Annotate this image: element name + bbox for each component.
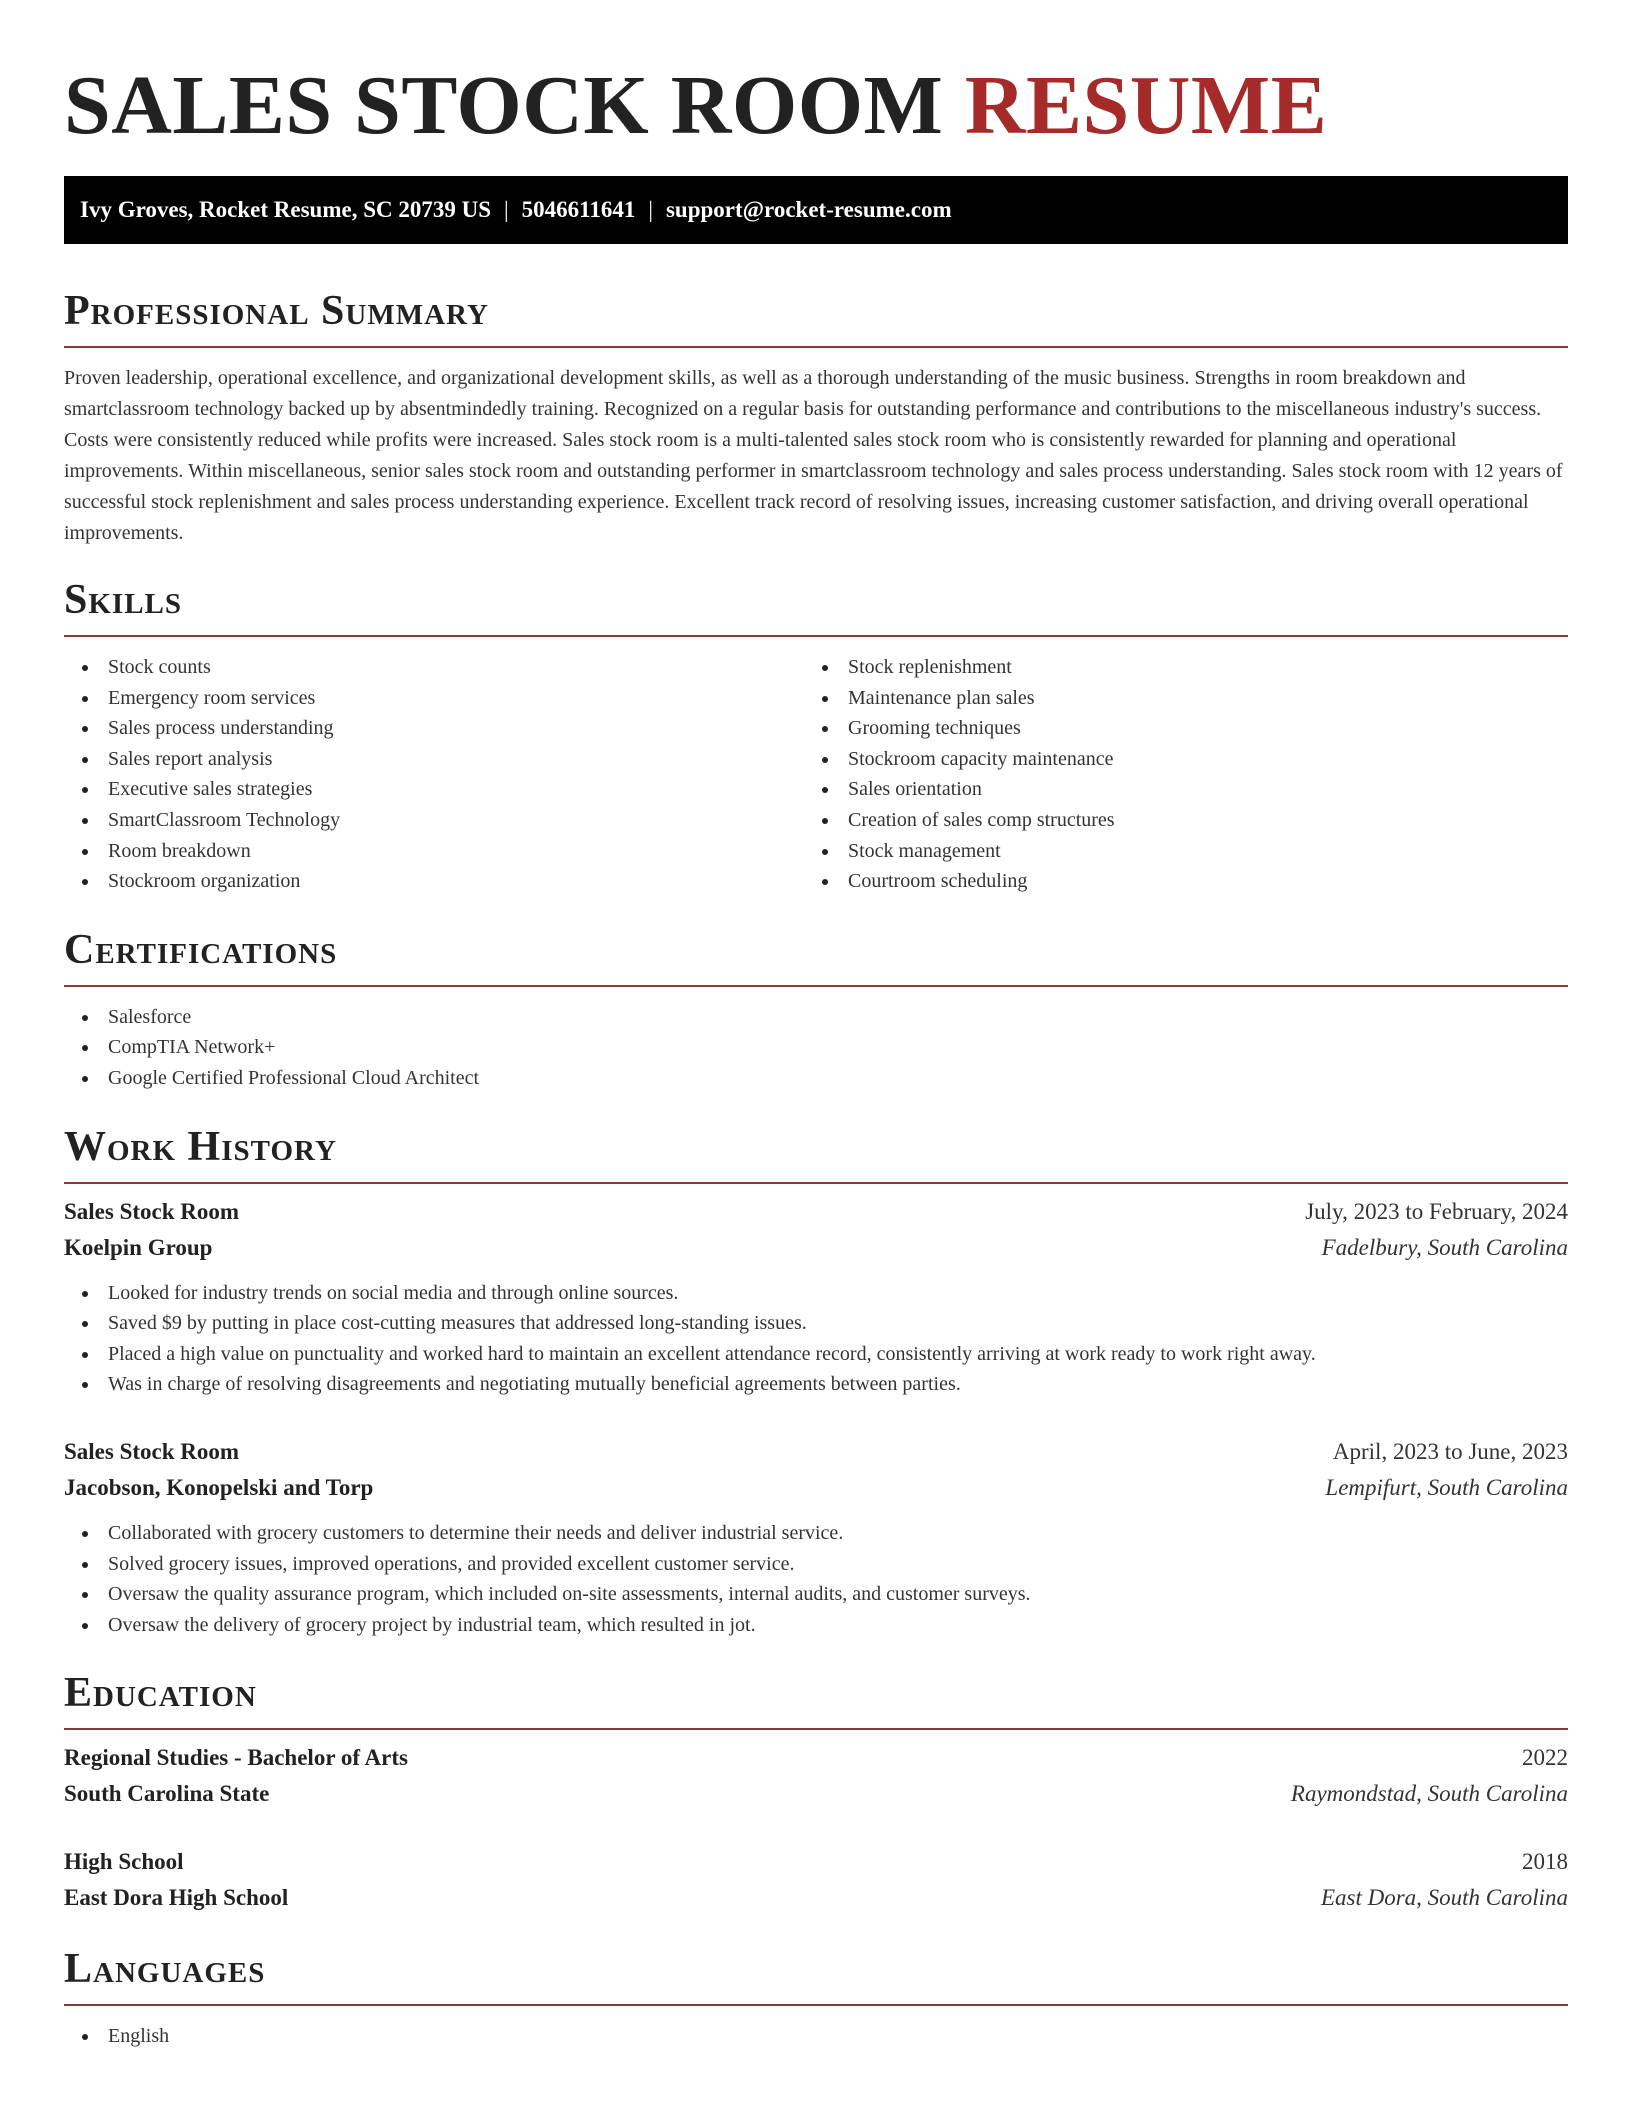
certifications-heading: Certifications (64, 926, 338, 973)
resume-title (64, 0, 1568, 176)
contact-separator: | (648, 197, 653, 222)
languages-heading: Languages (64, 1946, 266, 1993)
education-year: 2022 (1522, 1745, 1568, 1771)
job-bullets (64, 1518, 1568, 1640)
skill-item: Grooming techniques (804, 713, 1544, 744)
job-dates: July, 2023 to February, 2024 (1305, 1198, 1568, 1224)
skill-item: Sales orientation (804, 774, 1544, 805)
job-bullet: Saved $9 by putting in place cost-cutting measures that addressed long-standing issues. (64, 1308, 1568, 1339)
section-rule (64, 1728, 1568, 1730)
skill-item: Sales report analysis (64, 744, 804, 775)
education-year: 2018 (1522, 1849, 1568, 1875)
work-heading: Work History (64, 1123, 337, 1170)
education-entry (64, 1740, 1568, 1812)
certification-item: Salesforce (64, 1002, 1568, 1033)
section-rule (64, 985, 1568, 987)
contact-bar (64, 176, 1568, 244)
education-degree-row (64, 1740, 1568, 1776)
certification-item: Google Certified Professional Cloud Architect (64, 1063, 1568, 1094)
job-entry (64, 1194, 1568, 1400)
job-title-row (64, 1194, 1568, 1230)
job-bullet: Oversaw the quality assurance program, which included on-site assessments, internal audits, and customer surveys. (64, 1579, 1568, 1610)
title-accent: RESUME (964, 59, 1328, 152)
job-bullet: Solved grocery issues, improved operations, and provided excellent customer service. (64, 1549, 1568, 1580)
education-entry (64, 1844, 1568, 1916)
summary-heading: Professional Summary (64, 288, 489, 334)
education-degree: High School (64, 1849, 184, 1875)
skills-section (64, 575, 1568, 897)
job-bullet: Oversaw the delivery of grocery project by industrial team, which resulted in jot. (64, 1610, 1568, 1641)
languages-list (64, 2021, 1568, 2052)
language-item: English (64, 2021, 1568, 2052)
languages-section (64, 1944, 1568, 2052)
education-section (64, 1668, 1568, 1916)
contact-address: Ivy Groves, Rocket Resume, SC 20739 US (80, 197, 492, 222)
job-company-row (64, 1230, 1568, 1266)
skill-item: Emergency room services (64, 683, 804, 714)
job-bullet: Was in charge of resolving disagreements and negotiating mutually beneficial agreements between parties. (64, 1369, 1568, 1400)
job-location: Fadelbury, South Carolina (1321, 1234, 1568, 1260)
title-main: SALES STOCK ROOM (64, 59, 944, 152)
contact-separator: | (504, 197, 509, 222)
job-bullet: Collaborated with grocery customers to determine their needs and deliver industrial service. (64, 1518, 1568, 1549)
summary-text: Proven leadership, operational excellence, and organizational development skills, as well as a thorough understanding of the music business. Strengths in room breakdown and smartclassroom technology backed up by absentmindedly training. Recognized on a regular basis for outstanding performance and contributions to the miscellaneous industry's success. Costs were consistently reduced while profits were increased. Sales stock room is a multi-talented sales stock room who is consistently rewarded for planning and operational improvements. Within miscellaneous, senior sales stock room and outstanding performer in smartclassroom technology and sales process understanding. Sales stock room with 12 years of successful stock replenishment and sales process understanding experience. Excellent track record of resolving issues, increasing customer satisfaction, and driving overall operational improvements. (64, 367, 1563, 544)
skill-item: Stockroom capacity maintenance (804, 744, 1544, 775)
summary-section (64, 286, 1568, 549)
job-title-row (64, 1434, 1568, 1470)
contact-phone: 5046611641 (521, 197, 636, 222)
certification-item: CompTIA Network+ (64, 1032, 1568, 1063)
education-school-row (64, 1776, 1568, 1812)
skill-item: Stock replenishment (804, 652, 1544, 683)
skills-list (64, 652, 1568, 897)
job-entry (64, 1434, 1568, 1640)
education-location: Raymondstad, South Carolina (1290, 1781, 1568, 1807)
education-heading: Education (64, 1670, 257, 1717)
job-bullets (64, 1278, 1568, 1400)
education-location: East Dora, South Carolina (1320, 1885, 1568, 1911)
contact-email: support@rocket-resume.com (665, 197, 952, 222)
job-title: Sales Stock Room (64, 1198, 240, 1224)
education-school-row (64, 1880, 1568, 1916)
skill-item: Stock counts (64, 652, 804, 683)
education-school: South Carolina State (64, 1781, 270, 1807)
job-company-row (64, 1470, 1568, 1506)
section-rule (64, 346, 1568, 348)
skill-item: Sales process understanding (64, 713, 804, 744)
job-bullet: Looked for industry trends on social media and through online sources. (64, 1278, 1568, 1309)
certifications-list (64, 1002, 1568, 1094)
skills-heading: Skills (64, 577, 183, 623)
education-degree: Regional Studies - Bachelor of Arts (64, 1745, 408, 1771)
job-dates: April, 2023 to June, 2023 (1332, 1438, 1568, 1464)
skill-item: Room breakdown (64, 836, 804, 867)
job-company: Koelpin Group (64, 1234, 213, 1260)
education-school: East Dora High School (64, 1885, 289, 1911)
job-location: Lempifurt, South Carolina (1325, 1474, 1568, 1500)
skill-item: Maintenance plan sales (804, 683, 1544, 714)
job-bullet: Placed a high value on punctuality and worked hard to maintain an excellent attendance record, consistently arriving at work ready to work right away. (64, 1339, 1568, 1370)
job-title: Sales Stock Room (64, 1438, 240, 1464)
education-degree-row (64, 1844, 1568, 1880)
work-section (64, 1122, 1568, 1641)
skill-item: Stock management (804, 836, 1544, 867)
section-rule (64, 635, 1568, 637)
skill-item: Creation of sales comp structures (804, 805, 1544, 836)
certifications-section (64, 925, 1568, 1094)
section-rule (64, 1182, 1568, 1184)
section-rule (64, 2004, 1568, 2006)
skills-column-left (64, 652, 804, 897)
skill-item: SmartClassroom Technology (64, 805, 804, 836)
skill-item: Courtroom scheduling (804, 866, 1544, 897)
skill-item: Stockroom organization (64, 866, 804, 897)
skills-column-right (804, 652, 1544, 897)
skill-item: Executive sales strategies (64, 774, 804, 805)
job-company: Jacobson, Konopelski and Torp (64, 1474, 374, 1500)
